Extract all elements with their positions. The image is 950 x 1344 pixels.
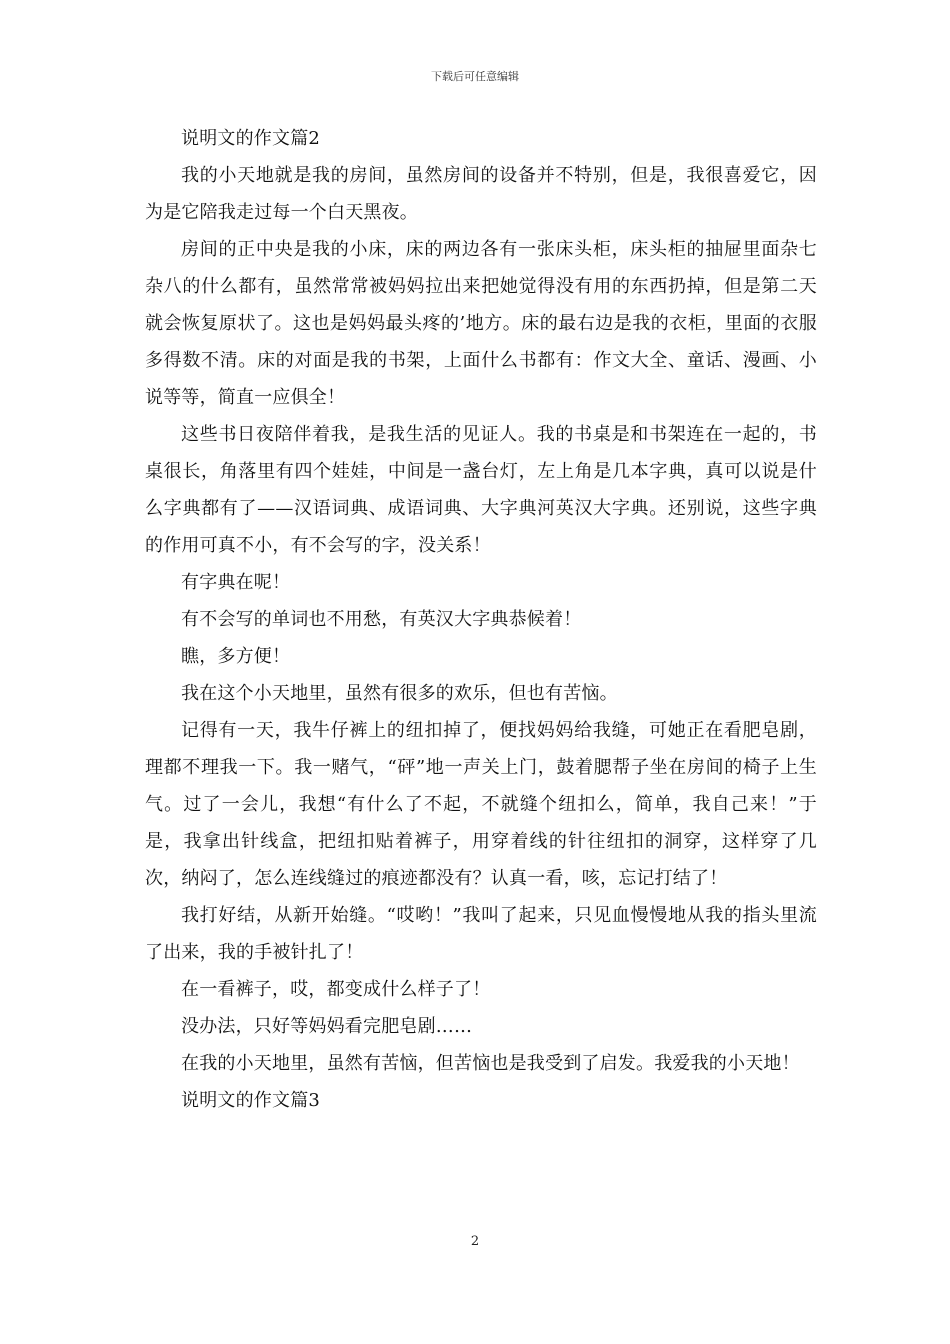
paragraph: 在我的小天地里，虽然有苦恼，但苦恼也是我受到了启发。我爱我的小天地！ — [181, 1053, 800, 1074]
paragraph: 我打好结，从新开始缝。“哎哟！”我叫了起来，只见血慢慢地从我的指头里流了出来，我的手被针扎了！ — [145, 905, 817, 963]
page-number: 2 — [470, 1234, 480, 1249]
paragraph: 我在这个小天地里，虽然有很多的欢乐，但也有苦恼。 — [181, 683, 618, 704]
paragraph: 记得有一天，我牛仔裤上的纽扣掉了，便找妈妈给我缝，可她正在看肥皂剧，理都不理我一下。我一赌气，“砰”地一声关上门，鼓着腮帮子坐在房间的椅子上生气。过了一会儿，我想“有什么了不起，不就缝个纽扣么，简单，我自己来！”于是，我拿出针线盒，把纽扣贴着裤子，用穿着线的针往纽扣的洞穿，这样穿了几次，纳闷了，怎么连线缝过的痕迹都没有？认真一看，咳，忘记打结了！ — [145, 720, 817, 889]
section-heading: 说明文的作文篇2 — [181, 128, 321, 149]
paragraph: 有字典在呢！ — [181, 572, 291, 593]
document-body — [145, 120, 817, 1119]
paragraph: 瞧，多方便！ — [181, 646, 291, 667]
section-heading: 说明文的作文篇3 — [181, 1090, 321, 1111]
page-header: 下载后可任意编辑 — [431, 70, 519, 83]
paragraph: 房间的正中央是我的小床，床的两边各有一张床头柜，床头柜的抽屉里面杂七杂八的什么都有，虽然常常被妈妈拉出来把她觉得没有用的东西扔掉，但是第二天就会恢复原状了。这也是妈妈最头疼的’地方。床的最右边是我的衣柜，里面的衣服多得数不清。床的对面是我的书架，上面什么书都有：作文大全、童话、漫画、小说等等，简直一应俱全！ — [145, 239, 817, 408]
paragraph: 有不会写的单词也不用愁，有英汉大字典恭候着！ — [181, 609, 582, 630]
paragraph: 这些书日夜陪伴着我，是我生活的见证人。我的书桌是和书架连在一起的，书桌很长，角落里有四个娃娃，中间是一盏台灯，左上角是几本字典，真可以说是什么字典都有了——汉语词典、成语词典、大字典河英汉大字典。还别说，这些字典的作用可真不小，有不会写的字，没关系！ — [145, 424, 817, 556]
paragraph: 我的小天地就是我的房间，虽然房间的设备并不特别，但是，我很喜爱它，因为是它陪我走过每一个白天黑夜。 — [145, 165, 817, 223]
paragraph: 没办法，只好等妈妈看完肥皂剧…… — [181, 1016, 473, 1037]
paragraph: 在一看裤子，哎，都变成什么样子了！ — [181, 979, 491, 1000]
